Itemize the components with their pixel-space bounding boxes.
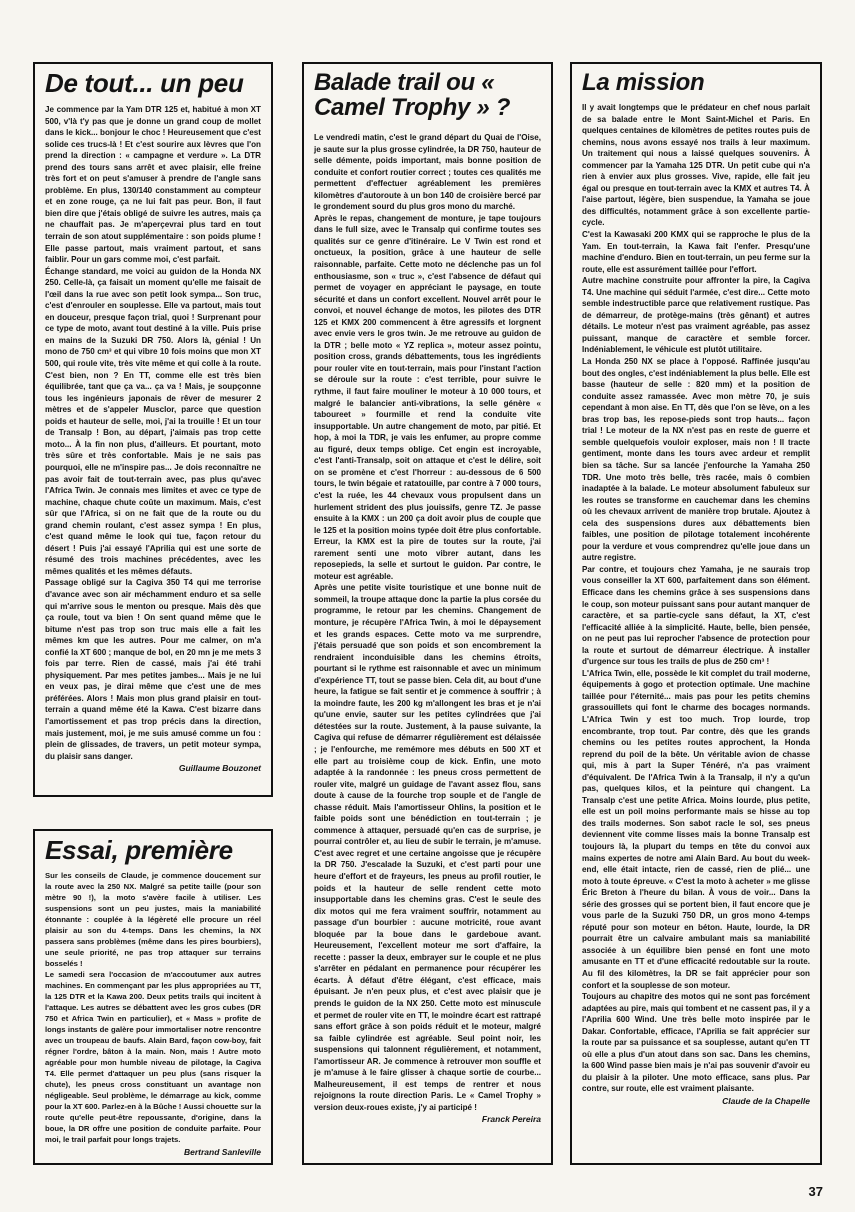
paragraph: Autre machine construite pour affronter la pire, la Cagiva T4. Une machine qui séduit l'armée, c'est dire... Cette moto semble indestructible parce que relativement rustique. Pas de démarreur, de protège-mains (très gênant) et autres détails. Le moteur n'est pas vraiment agréable, pas assez puissant, manque de caractère et semble forcer. Indéniablement, le véhicule est plutôt utilitaire. [582, 276, 810, 355]
paragraph: C'est la Kawasaki 200 KMX qui se rapproche le plus de la Yam. En tout-terrain, la Kawa fait l'enfer. Presqu'une machine d'enduro. Bien en tout-terrain, un peu ferme sur la route, elle est assurément taillée pour l'effort. [582, 230, 810, 274]
article-title: La mission [582, 69, 705, 96]
article-title: Balade trail ou « Camel Trophy » ? [314, 69, 511, 121]
article-essai-premiere [33, 829, 273, 1165]
paragraph: Après le repas, changement de monture, je tape toujours dans le full size, avec le Transalp qui confirme toutes ses qualités sur ce genre d'itinéraire. Le V Twin est rond et onctueux, la position, grâce à une hauteur de selle raisonnable, parfaite. Cette moto ne déclenche pas un fol enthousiasme, son « truc », c'est l'absence de défaut qui permet de voyager en appréciant le paysage, en toute sécurité et dans un confort excellent. Nouvel arrêt pour le convoi, et nouvel échange de motos, les pilotes des DTR 125 et KMX 200 commencent à être agressifs et lorgnent avec envie vers le gros twin. Je me retrouve au guidon de la DTR ; belle moto « YZ replica », moteur assez pointu, position cross, grands débattements, tous les ingrédients pour rouler vite en tout-terrain, mais pour l'instant l'action se déroule sur la route : c'est terrible, pour suivre le rythme, il faut faire mouliner le moteur à 10 000 tours, et malgré le balancier anti-vibrations, la selle génère « taboureet » fourmille et rend la conduite vite insupportable. Un autre changement de moto, par pitié. Et hop, à moi la TDR, je vais les enfumer, au propre comme au figuré, deux temps oblige. Cet engin est incroyable, c'est l'anti-Transalp, soit on attaque et c'est le délire, soit on se promène et c'est l'horreur : au-dessous de 6 500 tours, le twin bégaie et ratatouille, par contre à 7 000 tours, c'est la ruée, les 44 chevaux vous propulsent dans un hurlement strident des plus jouissifs, genre TZ. Je passe ensuite à la KMX : un 200 ça doit avoir plus de couple que le 125 et la position moins typée doit être plus confortable. Erreur, la KMX est la pire de toutes sur la route, j'ai rarement senti une moto vibrer autant, dans les reposepieds, la selle et surtout le guidon. Par contre, le moteur est agréable. [314, 213, 541, 581]
paragraph: Passage obligé sur la Cagiva 350 T4 qui me terrorise d'avance avec son air méchamment enduro et sa selle qui m'arrive sous le menton ou presque. Mais dès que ça roule, tout va bien ! On sent quand même que le bitume n'est pas trop son truc mais elle a fait les mêmes km que les autres. Pour me calmer, on m'a confié la XT 600 ; manque de bol, en 20 mn je me mets 3 fois par terre. Rien de cassé, mais j'ai été trahi physiquement. Par mes petites jambes... Mais je ne lui en veux pas, je dirai même que c'est une de mes préférées. Alors ! Mais mon plus grand plaisir en tout-terrain a quand même été la Kawa. C'est bizarre dans l'amortissement et pas trop précis dans la direction, mais justement, moi, je me suis amusé comme un fou : plein de glissades, de travers, un petit moteur sympa, du plaisir sans danger. [45, 578, 261, 761]
article-body [582, 102, 810, 1095]
paragraph: Il y avait longtemps que le prédateur en chef nous parlait de sa balade entre le Mont Saint-Michel et Paris. En quelques centaines de kilomètres de petites routes puis de chemins, nous avons essayé nos trails à leur maximum. Un traitement qui nous a laissé quelques souvenirs. À commencer par la Yamaha 125 DTR. Un petit cube qui n'a rien à envier aux plus grosses. Vive, rapide, elle fait jeu égal ou presque en tout-terrain avec la KMX et autres T4. À l'aise partout, légère, bien suspendue, la Yamaha se joue des difficultés, notamment grâce à son excellente partie-cycle. [582, 103, 810, 228]
author-signature: Guillaume Bouzonet [178, 763, 261, 774]
author-signature: Bertrand Sanleville [183, 1146, 261, 1157]
article-body [314, 132, 541, 1113]
paragraph: Sur les conseils de Claude, je commence doucement sur la route avec la 250 NX. Malgré sa petite taille (pour son mètre 90 !), la moto s'avère facile à utiliser. Les suspensions sont un peu justes, mais la maniabilité étonnante : couplée à la légèreté elle procure un réel plaisir au son du 4-temps. Dans les chemins, la NX passera sans problèmes (même dans les pires bourbiers), une seule priorité, ne pas trop attaquer sur terrains bosselés ! [45, 871, 261, 968]
paragraph: Le vendredi matin, c'est le grand départ du Quai de l'Oise, je saute sur la plus grosse cylindrée, la DR 750, hauteur de selle démente, poids important, mais bonne position de conduite et confort routier correct ; toutes ces qualités me permettent d'effectuer agréablement les premières kilomètres d'autoroute à un bon 140 de croisière bercé par le grondement sourd du plus gros mono du marché. [314, 133, 541, 212]
paragraph: L'Africa Twin, elle, possède le kit complet du trail moderne, équipements à gogo et protection optimale. Une machine taillée pour l'éternité... mais pas pour les petits chemins grassouillets qui font le charme des bocages normands. L'Africa Twin y est too much. Trop lourde, trop encombrante, trop tout. Par contre, dès que les grands chemins ou les petites routes approchent, la Honda reprend du poil de la bête. Un véritable avion de chasse qui, mis à part la Super Ténéré, n'a pas vraiment d'équivalent. De l'Africa Twin à la Transalp, il n'y a qu'un pas, quelques kilos, et la peinture qui changent. La Transalp c'est une petite Africa. Moins lourde, plus petite, elle est un poil moins performante mais se hisse au top des trails modernes. Son sabot racle le sol, ses pneus deviennent vite comme lisses mais la bonne Transalp est toujours là, la plupart du temps en tête du convoi aux mains expertes de notre ami Alain Bard. Au bout du week-end, elle était intacte, rien de cassé, rien de plié... une moto à toute épreuve. « C'est la moto à acheter » me glisse Éric Breton à l'heure du bilan. À vous de voir... Dans la série des grosses qui se portent bien, il faut encore que je vous parle de la Suzuki 750 DR, un gros mono 4-temps réputé pour son moteur en béton. Haute, lourde, la DR pourrait être un calvaire ambulant mais sa maniabilité associée à un équilibre bien pensé en font une moto amusante en TT et d'une efficacité redoutable sur la route. Au fil des kilomètres, la DR se fait apprécier pour son confort et la souplesse de son moteur. [582, 668, 810, 990]
article-de-tout-un-peu [33, 62, 273, 797]
paragraph: Toujours au chapitre des motos qui ne sont pas forcément adaptées au pire, mais qui tombent et ne cassent pas, il y a l'Aprilia 600 Wind. Une très belle moto inspirée par le Dakar. Confortable, efficace, l'Aprilia se fait apprécier sur la route par sa puissance et sa souplesse, autant qu'en TT où elle a plus d'un atout dans son sac. Dans les chemins, la 600 Wind passe bien mais je n'ai pas souvenir d'avoir eu du plaisir à la piloter. Une moto efficace, sans plus. Par contre, sur route, elle est vraiment plaisante. [582, 992, 810, 1094]
article-body [45, 871, 261, 1146]
paragraph: Échange standard, me voici au guidon de la Honda NX 250. Celle-là, ça faisait un moment qu'elle me faisait de l'œil dans la rue avec son petit look sympa... Son truc, c'est d'enrouler en souplesse. Elle va partout, mais tout en douceur, presque façon trial, quoi ! Surprenant pour ce type de moto, avant tout destiné à la ville. Puis prise en mains de la Suzuki DR 750. Alors là, génial ! Un mono de 750 cm³ et qui vibre 10 fois moins que mon XT 500, qui roule vite, très vite même et qui colle à la route. C'est bien, non ? En TT, comme elle est très bien équilibrée, tant que ça va... ça va ! Mais, je soupçonne tous les ingénieurs japonais de rêver de mesurer 2 mètres et de s'appeler Musclor, parce que question poids et hauteur de selle, moi, j'ai la trouille ! Et un tour de Transalp ! Bon, au départ, j'aimais pas trop cette moto... À la fin non plus, d'ailleurs. Et pourtant, moto très sûre et très confortable. Mais je ne sais pas pourquoi, elle ne m'inspire pas... Je dois reconnaître ne pas avoir fait de tout-terrain avec, pas plus qu'avec l'Africa Twin. Je connais mes limites et avec ce type de machine, chaque chute coûte un maximum. Mais, c'est sûr que l'Africa, si on ne fait que de la route ou du grand chemin roulant, c'est assez sympa ! En plus, c'est quand même le look qui tue, façon retour du désert ! Puis j'ai essayé l'Aprilia qui est une sorte de résumé des trois machines précédentes, avec les mêmes qualités et les mêmes défauts. [45, 266, 261, 576]
article-body [45, 104, 261, 762]
paragraph: Le samedi sera l'occasion de m'accoutumer aux autres machines. En commençant par les plus appropriées au TT, la 125 DTR et la Kawa 200. Deux petits trails qui incitent à l'attaque. Les autres se débattent avec les gros cubes (DR 750 et Africa Twin en particulier), et « Mass » profite de longs instants de galère pour immortaliser notre rencontre avec un troupeau de baufs. Alain Bard, façon cow-boy, fait régner l'ordre, bâton à la main. Non, mais ! Autre moto agréable pour mon humble niveau de pilotage, la Cagiva T4. Elle permet d'attaquer un peu plus (sans risquer la chute), les pneus cross constituant un avantage non négligeable. Seul problème, le démarrage au kick, comme pour la XT 600. Parlez-en à la Bûche ! Aussi chouette sur la route qu'elle peut-être repoussante, d'origine, dans la boue, la DR offre une position de conduite parfaite. Pour moi, le trail parfait pour longs trajets. [45, 969, 261, 1144]
paragraph: La Honda 250 NX se place à l'opposé. Raffinée jusqu'au bout des ongles, c'est indéniablement la plus belle. Elle est basse (hauteur de selle : 820 mm) et la position de conduite assez ramassée. Avec mon mètre 70, je suis cependant à mon aise. En TT, dès que l'on se lève, on a les bras trop bas, les repose-pieds sont trop hauts... façon trial ! Le moteur de la NX n'est pas en reste de guerre et semble quelquefois vouloir exploser, mais non ! Il tracte gentiment, monte dans les tours avec ardeur et remplit bien sa tâche. Sur sa lancée j'enfourche la Yamaha 250 TDR. Une moto très belle, très racée, mais ô combien inadaptée à la balade. Le moteur absolument fabuleux sur les routes se transforme en cauchemar dans les chemins où les chevaux arrivent de manière trop brutale. Ajoutez à cela des suspensions dures aux débattements bien faibles, une position de pilotage totalement incohérente pour la verdure et vous comprendrez qu'elle joue dans un autre registre. [582, 357, 810, 563]
author-signature: Franck Pereira [481, 1114, 541, 1125]
paragraph: Par contre, et toujours chez Yamaha, je ne saurais trop vous conseiller la XT 600, parfaitement dans son élément. Efficace dans les chemins grâce à ses suspensions dans le coup, son moteur puissant sans pour autant manquer de caractère, et sa partie-cycle sans défaut, la XT, c'est l'efficacité alliée à la simplicité. Haute, belle, bien pensée, on ne peut pas lui reprocher l'absence de protection pour la route et surtout de démarreur électrique. À installer d'urgence sur tous les trails de plus de 250 cm³ ! [582, 564, 811, 667]
article-la-mission [570, 62, 822, 1165]
page-number: 37 [808, 1184, 823, 1199]
article-title: De tout... un peu [45, 68, 244, 98]
author-signature: Claude de la Chapelle [722, 1096, 810, 1107]
paragraph: Après une petite visite touristique et une bonne nuit de sommeil, la troupe attaque donc la partie la plus corsée du programme, le retour par les chemins. Changement de monture, je récupère l'Africa Twin, à moi le dépaysement et les grands espaces. Cette moto va me surprendre, j'étais persuadé que son poids et son encombrement la rendraient inconduisible dans les chemins étroits, pourtant si le rythme est raisonnable et avec un minimum d'expérience TT, tout se passe bien. Cela dit, au bout d'une heure, la fatigue se fait sentir et je commence à souffrir ; à la moindre faute, les 200 kg m'allongent les bras et je n'ai qu'une envie, sauter sur les petites cylindrées que j'ai détestées sur la route. Justement, à la pause suivante, la Cagiva qui refuse de démarrer régulièrement est délaissée ; je l'enfourche, me remémore mes débuts en 500 XT et elle part au troisième coup de kick. Enfin, une moto adaptée à la randonnée : les pneus cross permettent de rouler vite, malgré un guidage de l'avant assez flou, sans doute à cause de la fourche trop souple et de l'angle de chasse réduit. Mais l'amortisseur Ohlins, la position et le faible poids sont une bénédiction en tout-terrain ; je commence à attaquer, persuadé qu'en cas de surprise, je pourrai contrôler et, au lieu de subir le terrain, je m'amuse. C'est avec regret et une certaine angoisse que je récupère la DR 750. J'escalade la Suzuki, et c'est parti pour une heure d'effort et de frayeurs, les pneus au profil routier, le poids et la hauteur de selle rendent cette moto insupportable dans les chemins gras. C'est le seule des dix motos qui me fera vraiment souffrir, notamment au passage d'un bourbier : aucune motricité, roue avant bloquée par la boue dans le gardeboue avant. Heureusement, l'excellent moteur me sort d'affaire, la recette : passer la deux, embrayer sur le couple et ne plus s'arrêter en pédalant en permanence pour récupérer les écarts. À défaut d'être élégant, c'est efficace, mais épuisant. Je n'en peux plus, et c'est avec plaisir que je prends le guidon de la NX 250. Cette moto est minuscule et permet de rouler vite en TT, le moindre écart est rattrapé sans effort grâce à son poids réduit et le moteur, malgré sa faible cylindrée est agréable. Seul point noir, les suspensions qui talonnent régulièrement, et notamment, l'amortisseur AR. Je commence à retrouver mon souffle et je m'amuse à le faire glisser à chaque sortie de courbe... Malheureusement, il est temps de rentrer et nous rejoignons la route direction Paris. Le « Camel Trophy » version deux-roues existe, j'y ai participé ! [314, 583, 541, 1112]
article-title: Essai, première [45, 835, 233, 865]
article-balade-trail [302, 62, 553, 1165]
paragraph: Je commence par la Yam DTR 125 et, habitué à mon XT 500, v'là t'y pas que je donne un grand coup de mollet dans le kick... bonjour le choc ! Heureusement que c'est solide ces trucs-là ! Et c'est sourire aux lèvres que l'on prend la direction : « campagne et verdure ». La DTR prend des tours sans arrêt et avec plaisir, elle freine très fort et on peut s'amuser à prendre de l'angle sans problème. En plus, 130/140 constamment au compteur et en zone rouge, ça ne lui fait pas peur. Bon, il faut bien dire que j'étais obligé de suivre les autres, mais ça ne chauffait pas. Je m'aperçevrai plus tard en tout terrain de son atout supplémentaire : son poids plume ! Elle passe partout, mais vraiment partout, et sans faiblir. Pour un gars comme moi, c'est parfait. [45, 105, 261, 265]
